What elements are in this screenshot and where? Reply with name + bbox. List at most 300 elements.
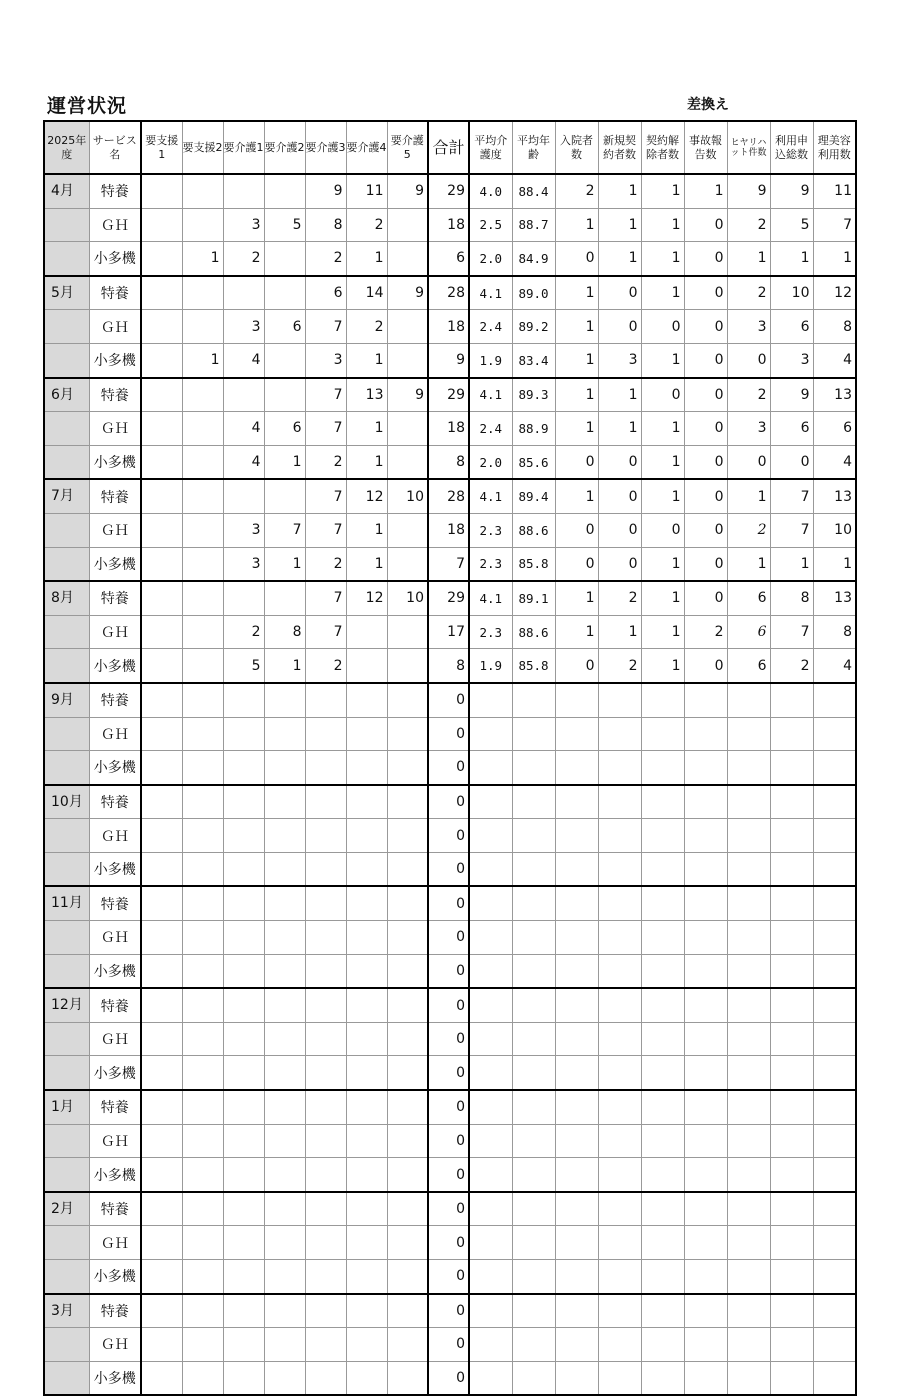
service-name-cell: ＧＨ — [89, 310, 141, 344]
data-cell — [387, 1056, 428, 1090]
data-cell: 13 — [346, 378, 387, 412]
data-cell — [346, 1226, 387, 1260]
data-cell — [182, 921, 223, 955]
data-cell: 1 — [727, 547, 770, 581]
data-cell — [387, 242, 428, 276]
data-cell — [512, 1192, 555, 1226]
data-cell — [223, 1056, 264, 1090]
data-cell — [641, 954, 684, 988]
data-cell: 88.4 — [512, 174, 555, 208]
data-cell: 3 — [223, 310, 264, 344]
data-cell — [141, 1192, 182, 1226]
data-cell — [346, 921, 387, 955]
data-cell — [141, 343, 182, 377]
service-name-cell: 小多機 — [89, 1260, 141, 1294]
data-cell — [264, 1158, 305, 1192]
data-cell — [264, 581, 305, 615]
data-cell: 0 — [428, 1361, 469, 1395]
month-cell: 9月 — [44, 683, 89, 717]
data-cell — [141, 581, 182, 615]
data-cell: 7 — [770, 479, 813, 513]
data-cell — [223, 717, 264, 751]
data-cell — [346, 1192, 387, 1226]
data-cell — [512, 954, 555, 988]
data-cell — [813, 717, 856, 751]
data-cell: 1 — [346, 547, 387, 581]
data-cell — [305, 1124, 346, 1158]
data-cell — [264, 886, 305, 920]
data-cell — [641, 1056, 684, 1090]
data-cell — [387, 208, 428, 242]
table-row — [44, 649, 856, 683]
data-cell: 0 — [555, 445, 598, 479]
month-cell — [44, 513, 89, 547]
data-cell: 0 — [727, 445, 770, 479]
table-row — [44, 819, 856, 853]
data-cell: 0 — [684, 649, 727, 683]
service-name-cell: 特養 — [89, 886, 141, 920]
data-cell — [264, 479, 305, 513]
data-cell: 0 — [684, 547, 727, 581]
data-cell: 6 — [305, 276, 346, 310]
service-name-cell: 特養 — [89, 683, 141, 717]
data-cell: 7 — [264, 513, 305, 547]
data-cell: 1 — [641, 649, 684, 683]
data-cell — [264, 819, 305, 853]
data-cell — [770, 1260, 813, 1294]
service-name-cell: 特養 — [89, 988, 141, 1022]
data-cell — [512, 1158, 555, 1192]
table-row — [44, 412, 856, 446]
data-cell — [469, 751, 512, 785]
data-cell: 0 — [684, 343, 727, 377]
data-cell — [141, 717, 182, 751]
month-cell: 11月 — [44, 886, 89, 920]
data-cell — [813, 1090, 856, 1124]
data-cell — [264, 343, 305, 377]
data-cell — [264, 1294, 305, 1328]
data-cell — [264, 1124, 305, 1158]
column-header: 要介護2 — [264, 121, 305, 174]
data-cell — [512, 1022, 555, 1056]
table-row — [44, 785, 856, 819]
data-cell — [387, 921, 428, 955]
data-cell — [305, 1158, 346, 1192]
data-cell: 89.4 — [512, 479, 555, 513]
data-cell — [598, 1158, 641, 1192]
data-cell: 2 — [727, 513, 770, 547]
data-cell: 0 — [598, 513, 641, 547]
column-header: 要介護1 — [223, 121, 264, 174]
service-name-cell: 小多機 — [89, 343, 141, 377]
data-cell: 0 — [684, 513, 727, 547]
service-name-cell: ＧＨ — [89, 921, 141, 955]
data-cell: 1 — [346, 412, 387, 446]
column-header: サービス名 — [89, 121, 141, 174]
data-cell — [555, 921, 598, 955]
data-cell: 2 — [727, 208, 770, 242]
data-cell: 14 — [346, 276, 387, 310]
data-cell: 1 — [641, 208, 684, 242]
data-cell — [727, 954, 770, 988]
data-cell — [727, 1158, 770, 1192]
column-header: 合計 — [428, 121, 469, 174]
data-cell: 9 — [428, 343, 469, 377]
data-cell — [727, 1361, 770, 1395]
data-cell — [387, 1328, 428, 1362]
data-cell — [469, 988, 512, 1022]
data-cell: 0 — [428, 1294, 469, 1328]
data-cell: 1 — [727, 242, 770, 276]
data-cell: 6 — [264, 310, 305, 344]
data-cell — [727, 717, 770, 751]
data-cell: 2 — [223, 615, 264, 649]
data-cell — [684, 1328, 727, 1362]
data-cell — [684, 886, 727, 920]
data-cell — [469, 1328, 512, 1362]
data-cell: 1 — [555, 343, 598, 377]
data-cell: 28 — [428, 276, 469, 310]
data-cell — [182, 751, 223, 785]
data-cell: 1 — [346, 445, 387, 479]
data-cell — [555, 1124, 598, 1158]
data-cell — [223, 378, 264, 412]
data-cell: 11 — [813, 174, 856, 208]
data-cell — [346, 683, 387, 717]
data-cell — [684, 1124, 727, 1158]
data-cell: 12 — [813, 276, 856, 310]
data-cell: 0 — [727, 343, 770, 377]
data-cell: 3 — [223, 547, 264, 581]
data-cell: 7 — [813, 208, 856, 242]
data-cell: 3 — [598, 343, 641, 377]
data-cell: 6 — [813, 412, 856, 446]
data-cell — [598, 921, 641, 955]
data-cell — [305, 852, 346, 886]
month-cell — [44, 615, 89, 649]
data-cell — [727, 1056, 770, 1090]
data-cell: 3 — [727, 310, 770, 344]
data-cell — [813, 819, 856, 853]
table-row — [44, 1328, 856, 1362]
data-cell: 6 — [727, 615, 770, 649]
data-cell — [387, 310, 428, 344]
data-cell — [813, 988, 856, 1022]
data-cell — [469, 1022, 512, 1056]
table-row — [44, 988, 856, 1022]
data-cell — [387, 1022, 428, 1056]
month-cell — [44, 310, 89, 344]
data-cell — [141, 1158, 182, 1192]
data-cell — [223, 1124, 264, 1158]
data-cell: 1 — [346, 513, 387, 547]
data-cell: 0 — [428, 954, 469, 988]
data-cell — [305, 819, 346, 853]
data-cell — [770, 785, 813, 819]
data-cell: 8 — [428, 649, 469, 683]
table-row — [44, 615, 856, 649]
column-header: 利用申込総数 — [770, 121, 813, 174]
data-cell — [387, 1294, 428, 1328]
data-cell: 1 — [555, 378, 598, 412]
month-cell — [44, 717, 89, 751]
data-cell — [512, 1124, 555, 1158]
data-cell: 29 — [428, 581, 469, 615]
data-cell — [598, 886, 641, 920]
data-cell — [182, 1090, 223, 1124]
data-cell — [641, 1192, 684, 1226]
data-cell — [555, 988, 598, 1022]
table-row — [44, 886, 856, 920]
month-cell: 12月 — [44, 988, 89, 1022]
data-cell — [684, 819, 727, 853]
table-row — [44, 954, 856, 988]
data-cell: 1 — [641, 276, 684, 310]
data-cell — [223, 988, 264, 1022]
data-cell — [598, 852, 641, 886]
data-cell: 88.6 — [512, 615, 555, 649]
data-cell — [813, 921, 856, 955]
data-cell — [727, 852, 770, 886]
data-cell — [141, 751, 182, 785]
data-cell: 1 — [264, 649, 305, 683]
data-cell: 9 — [387, 276, 428, 310]
data-cell: 0 — [598, 310, 641, 344]
data-cell — [555, 1294, 598, 1328]
data-cell: 4 — [223, 412, 264, 446]
data-cell — [182, 649, 223, 683]
data-cell — [346, 886, 387, 920]
data-cell: 0 — [684, 479, 727, 513]
data-cell — [598, 1192, 641, 1226]
data-cell — [182, 310, 223, 344]
data-cell: 8 — [264, 615, 305, 649]
data-cell — [512, 717, 555, 751]
data-cell: 2.4 — [469, 412, 512, 446]
data-cell — [346, 1294, 387, 1328]
data-cell — [469, 886, 512, 920]
data-cell — [641, 886, 684, 920]
data-cell: 0 — [428, 988, 469, 1022]
data-cell — [469, 717, 512, 751]
data-cell — [223, 751, 264, 785]
data-cell — [770, 683, 813, 717]
data-cell — [141, 1294, 182, 1328]
data-cell — [598, 988, 641, 1022]
service-name-cell: 特養 — [89, 1294, 141, 1328]
data-cell — [684, 921, 727, 955]
data-cell: 6 — [770, 412, 813, 446]
service-name-cell: ＧＨ — [89, 1124, 141, 1158]
month-cell: 1月 — [44, 1090, 89, 1124]
data-cell: 89.0 — [512, 276, 555, 310]
data-cell — [813, 751, 856, 785]
data-cell — [346, 717, 387, 751]
data-cell: 2.5 — [469, 208, 512, 242]
data-cell: 0 — [428, 1260, 469, 1294]
data-cell: 1 — [264, 445, 305, 479]
data-cell — [182, 615, 223, 649]
data-cell — [182, 1328, 223, 1362]
table-row — [44, 581, 856, 615]
data-cell — [555, 852, 598, 886]
data-cell — [264, 785, 305, 819]
data-cell — [469, 1294, 512, 1328]
data-cell: 2 — [305, 649, 346, 683]
data-cell: 3 — [223, 208, 264, 242]
data-cell: 1 — [555, 615, 598, 649]
data-cell: 1 — [555, 412, 598, 446]
service-name-cell: 小多機 — [89, 1158, 141, 1192]
data-cell: 2 — [346, 310, 387, 344]
data-cell — [727, 988, 770, 1022]
data-cell — [727, 1226, 770, 1260]
data-cell — [223, 1260, 264, 1294]
data-cell — [387, 886, 428, 920]
data-cell — [141, 921, 182, 955]
data-cell — [598, 1260, 641, 1294]
data-cell — [141, 412, 182, 446]
data-cell: 11 — [346, 174, 387, 208]
data-cell: 29 — [428, 378, 469, 412]
service-name-cell: 特養 — [89, 581, 141, 615]
data-cell: 2.0 — [469, 445, 512, 479]
data-cell — [305, 954, 346, 988]
month-cell: 10月 — [44, 785, 89, 819]
data-cell — [182, 1158, 223, 1192]
data-cell: 28 — [428, 479, 469, 513]
data-cell — [141, 242, 182, 276]
data-cell — [555, 1158, 598, 1192]
data-cell: 89.2 — [512, 310, 555, 344]
data-cell — [813, 1192, 856, 1226]
data-cell: 3 — [223, 513, 264, 547]
data-cell: 0 — [428, 819, 469, 853]
data-cell: 0 — [428, 751, 469, 785]
data-cell: 0 — [684, 581, 727, 615]
data-cell — [182, 1056, 223, 1090]
service-name-cell: ＧＨ — [89, 615, 141, 649]
data-cell — [264, 1226, 305, 1260]
table-row — [44, 717, 856, 751]
data-cell: 2 — [305, 445, 346, 479]
service-name-cell: 小多機 — [89, 751, 141, 785]
data-cell — [305, 717, 346, 751]
data-cell: 0 — [555, 649, 598, 683]
service-name-cell: 特養 — [89, 1192, 141, 1226]
data-cell — [684, 1260, 727, 1294]
data-cell — [770, 1158, 813, 1192]
month-cell: 8月 — [44, 581, 89, 615]
table-body — [44, 174, 856, 1395]
data-cell: 7 — [305, 310, 346, 344]
data-cell — [770, 1124, 813, 1158]
data-cell — [598, 954, 641, 988]
data-cell: 0 — [428, 1090, 469, 1124]
data-cell — [305, 751, 346, 785]
data-cell — [223, 921, 264, 955]
data-cell — [141, 886, 182, 920]
data-cell — [182, 1022, 223, 1056]
data-cell: 1 — [813, 547, 856, 581]
data-cell — [684, 717, 727, 751]
data-cell — [141, 819, 182, 853]
data-cell — [469, 954, 512, 988]
data-cell: 8 — [770, 581, 813, 615]
data-cell: 1 — [641, 445, 684, 479]
data-cell — [598, 1294, 641, 1328]
data-cell — [141, 615, 182, 649]
data-cell: 85.6 — [512, 445, 555, 479]
data-cell: 4 — [223, 343, 264, 377]
data-cell: 7 — [305, 412, 346, 446]
data-cell: 7 — [305, 581, 346, 615]
data-cell — [264, 1361, 305, 1395]
month-cell — [44, 242, 89, 276]
data-cell — [512, 988, 555, 1022]
data-cell: 0 — [641, 310, 684, 344]
service-name-cell: ＧＨ — [89, 1328, 141, 1362]
data-cell: 0 — [684, 310, 727, 344]
data-cell — [598, 1226, 641, 1260]
data-cell: 18 — [428, 208, 469, 242]
data-cell: 0 — [555, 547, 598, 581]
table-row — [44, 276, 856, 310]
data-cell: 8 — [813, 310, 856, 344]
data-cell — [727, 1328, 770, 1362]
data-cell — [141, 513, 182, 547]
data-cell — [223, 1294, 264, 1328]
data-cell — [223, 1158, 264, 1192]
data-cell: 85.8 — [512, 649, 555, 683]
data-cell: 2 — [346, 208, 387, 242]
data-cell: 0 — [428, 921, 469, 955]
data-cell — [555, 1022, 598, 1056]
data-cell — [305, 1090, 346, 1124]
data-cell: 0 — [641, 378, 684, 412]
data-cell: 1 — [555, 310, 598, 344]
data-cell — [598, 683, 641, 717]
month-cell — [44, 445, 89, 479]
data-cell — [346, 1124, 387, 1158]
data-cell: 2 — [555, 174, 598, 208]
data-cell: 8 — [305, 208, 346, 242]
data-cell: 0 — [598, 479, 641, 513]
data-cell: 0 — [428, 717, 469, 751]
table-row — [44, 1192, 856, 1226]
data-cell: 83.4 — [512, 343, 555, 377]
data-cell — [223, 1090, 264, 1124]
data-cell: 2.3 — [469, 615, 512, 649]
data-cell — [813, 1158, 856, 1192]
data-cell: 85.8 — [512, 547, 555, 581]
data-cell — [727, 1124, 770, 1158]
month-cell — [44, 1260, 89, 1294]
data-cell: 6 — [428, 242, 469, 276]
data-cell — [305, 1022, 346, 1056]
data-cell — [641, 988, 684, 1022]
data-cell — [387, 412, 428, 446]
data-cell — [555, 886, 598, 920]
service-name-cell: 特養 — [89, 1090, 141, 1124]
data-cell: 1 — [641, 479, 684, 513]
data-cell — [305, 1361, 346, 1395]
data-cell: 1 — [770, 547, 813, 581]
data-cell — [598, 1056, 641, 1090]
data-cell — [555, 1056, 598, 1090]
data-cell — [387, 1124, 428, 1158]
data-cell — [182, 683, 223, 717]
